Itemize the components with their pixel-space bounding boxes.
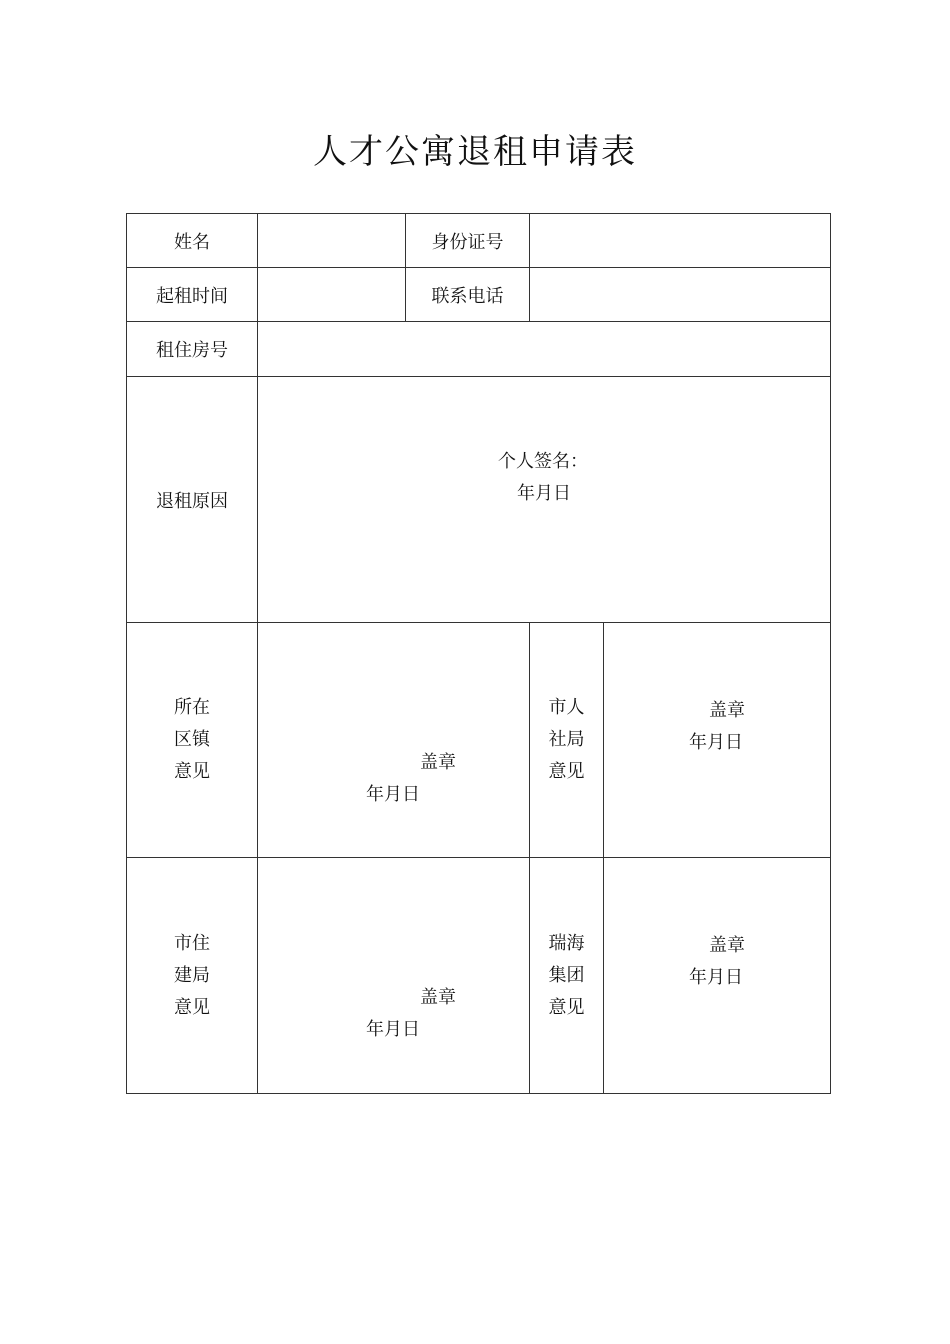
hr-bureau-label-line-2: 社局 [548,729,585,750]
phone-label: 联系电话 [431,285,504,307]
ruihai-group-opinion-label-cell [529,857,604,1094]
start-date-label-cell [126,267,258,322]
ruihai-group-label-line-1: 瑞海 [548,932,585,954]
district-label-line-2: 区镇 [174,729,210,750]
district-label-line-3: 意见 [174,761,210,782]
reason-label: 退租原因 [156,490,228,512]
ruihai-group-label-line-3: 意见 [548,996,585,1018]
room-number-label: 租住房号 [156,340,228,361]
phone-label-cell [405,267,530,322]
ruihai-group-opinion-field[interactable] [603,857,831,1094]
hr-bureau-label-line-1: 市人 [548,697,585,718]
signature-date-label: 年月日 [517,483,571,504]
hr-bureau-opinion-field[interactable] [603,622,831,858]
district-date-label: 年月日 [366,784,420,805]
name-label-cell [126,213,258,268]
housing-bureau-seal-label: 盖章 [420,987,456,1008]
hr-bureau-seal-label: 盖章 [709,700,745,721]
housing-bureau-opinion-field[interactable] [257,857,530,1094]
housing-bureau-opinion-label-cell [126,857,258,1094]
start-date-label: 起租时间 [156,285,228,307]
hr-bureau-label-line-3: 意见 [548,761,585,782]
district-label-line-1: 所在 [174,697,210,718]
housing-bureau-label-line-2: 建局 [174,964,210,986]
housing-bureau-label-line-3: 意见 [174,996,210,1018]
name-field[interactable] [257,213,406,268]
id-number-label-cell [405,213,530,268]
signature-label: 个人签名： [498,451,588,472]
room-number-field[interactable] [257,321,831,377]
name-label: 姓名 [174,231,210,253]
reason-label-cell [126,376,258,623]
ruihai-group-seal-label: 盖章 [709,935,745,956]
id-number-field[interactable] [529,213,831,268]
id-number-label: 身份证号 [431,231,504,253]
phone-field[interactable] [529,267,831,322]
ruihai-group-date-label: 年月日 [689,967,743,988]
room-number-label-cell [126,321,258,377]
hr-bureau-date-label: 年月日 [689,732,743,753]
form-title: 人才公寓退租申请表 [313,132,637,172]
district-seal-label: 盖章 [420,752,456,773]
hr-bureau-opinion-label-cell [529,622,604,858]
district-opinion-label-cell [126,622,258,858]
ruihai-group-label-line-2: 集团 [548,964,585,986]
reason-field[interactable] [257,376,831,623]
housing-bureau-date-label: 年月日 [366,1019,420,1040]
start-date-field[interactable] [257,267,406,322]
district-opinion-field[interactable] [257,622,530,858]
application-form-table [126,213,831,1094]
housing-bureau-label-line-1: 市住 [174,932,210,954]
